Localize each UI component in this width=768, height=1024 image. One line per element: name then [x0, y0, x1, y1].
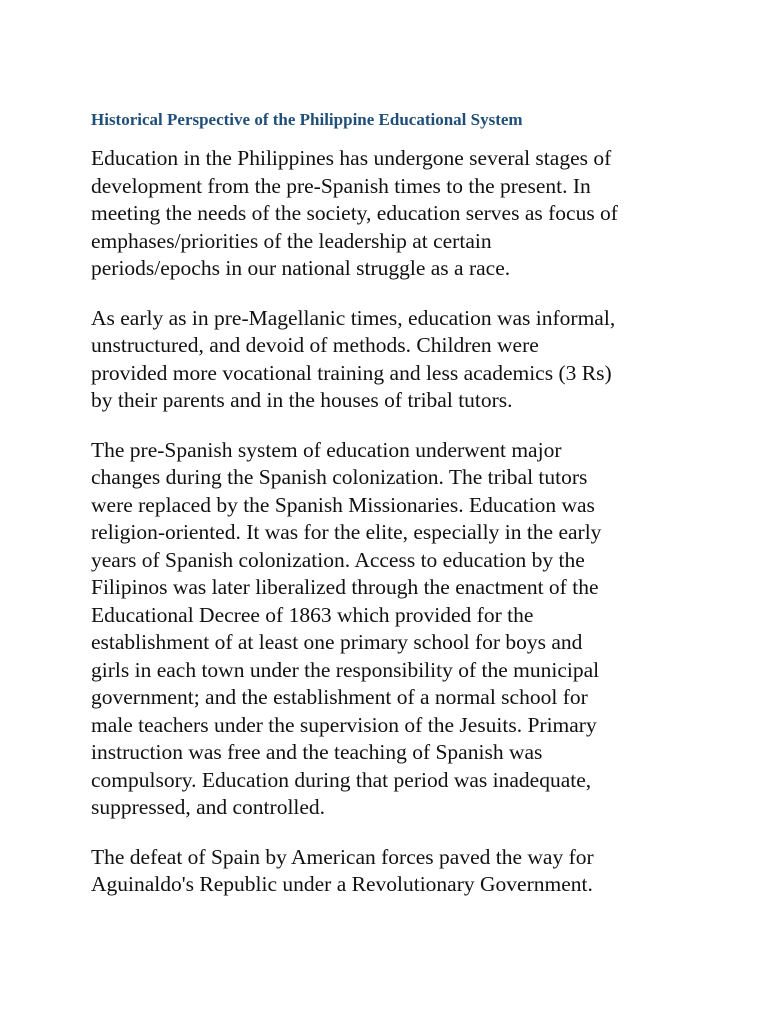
paragraph-line: government; and the establishment of a normal school for [91, 685, 588, 709]
paragraph-line: were replaced by the Spanish Missionaries. Education was [91, 492, 595, 517]
paragraph-line: Education in the Philippines has undergone several stages of [91, 146, 612, 170]
paragraph-line: male teachers under the supervision of the Jesuits. Primary [91, 712, 597, 737]
paragraph-line: by their parents and in the houses of tribal tutors. [91, 388, 513, 412]
paragraph-line: changes during the Spanish colonization. The tribal tutors [91, 465, 588, 489]
paragraph-line: Filipinos was later liberalized through the enactment of the [91, 575, 599, 599]
document-content [91, 108, 691, 921]
paragraph-line: The defeat of Spain by American forces paved the way for [91, 844, 594, 869]
paragraph-4 [91, 844, 691, 899]
paragraph-line: instruction was free and the teaching of Spanish was [91, 740, 543, 764]
paragraph-line: emphases/priorities of the leadership at certain [91, 228, 492, 253]
paragraph-line: The pre-Spanish system of education underwent major [91, 437, 562, 462]
paragraph-line: compulsory. Education during that period was inadequate, [91, 767, 592, 792]
paragraph-line: periods/epochs in our national struggle as a race. [91, 256, 511, 280]
paragraph-line: establishment of at least one primary school for boys and [91, 630, 583, 654]
paragraph-line: meeting the needs of the society, education serves as focus of [91, 201, 618, 225]
paragraph-line: unstructured, and devoid of methods. Children were [91, 333, 539, 357]
paragraph-line: Aguinaldo's Republic under a Revolutionary Government. [91, 872, 593, 896]
paragraph-line: girls in each town under the responsibility of the municipal [91, 657, 600, 682]
paragraph-line: years of Spanish colonization. Access to education by the [91, 547, 585, 572]
paragraph-3 [91, 437, 691, 822]
paragraph-line: development from the pre-Spanish times to the present. In [91, 173, 591, 198]
paragraph-line: As early as in pre-Magellanic times, education was informal, [91, 305, 616, 330]
paragraph-line: suppressed, and controlled. [91, 795, 326, 819]
paragraph-line: religion-oriented. It was for the elite, especially in the early [91, 520, 602, 544]
document-heading: Historical Perspective of the Philippine Educational System [91, 110, 523, 129]
paragraph-1 [91, 145, 691, 283]
paragraph-line: Educational Decree of 1863 which provided for the [91, 602, 534, 627]
paragraph-line: provided more vocational training and less academics (3 Rs) [91, 360, 612, 385]
paragraph-2 [91, 305, 691, 415]
